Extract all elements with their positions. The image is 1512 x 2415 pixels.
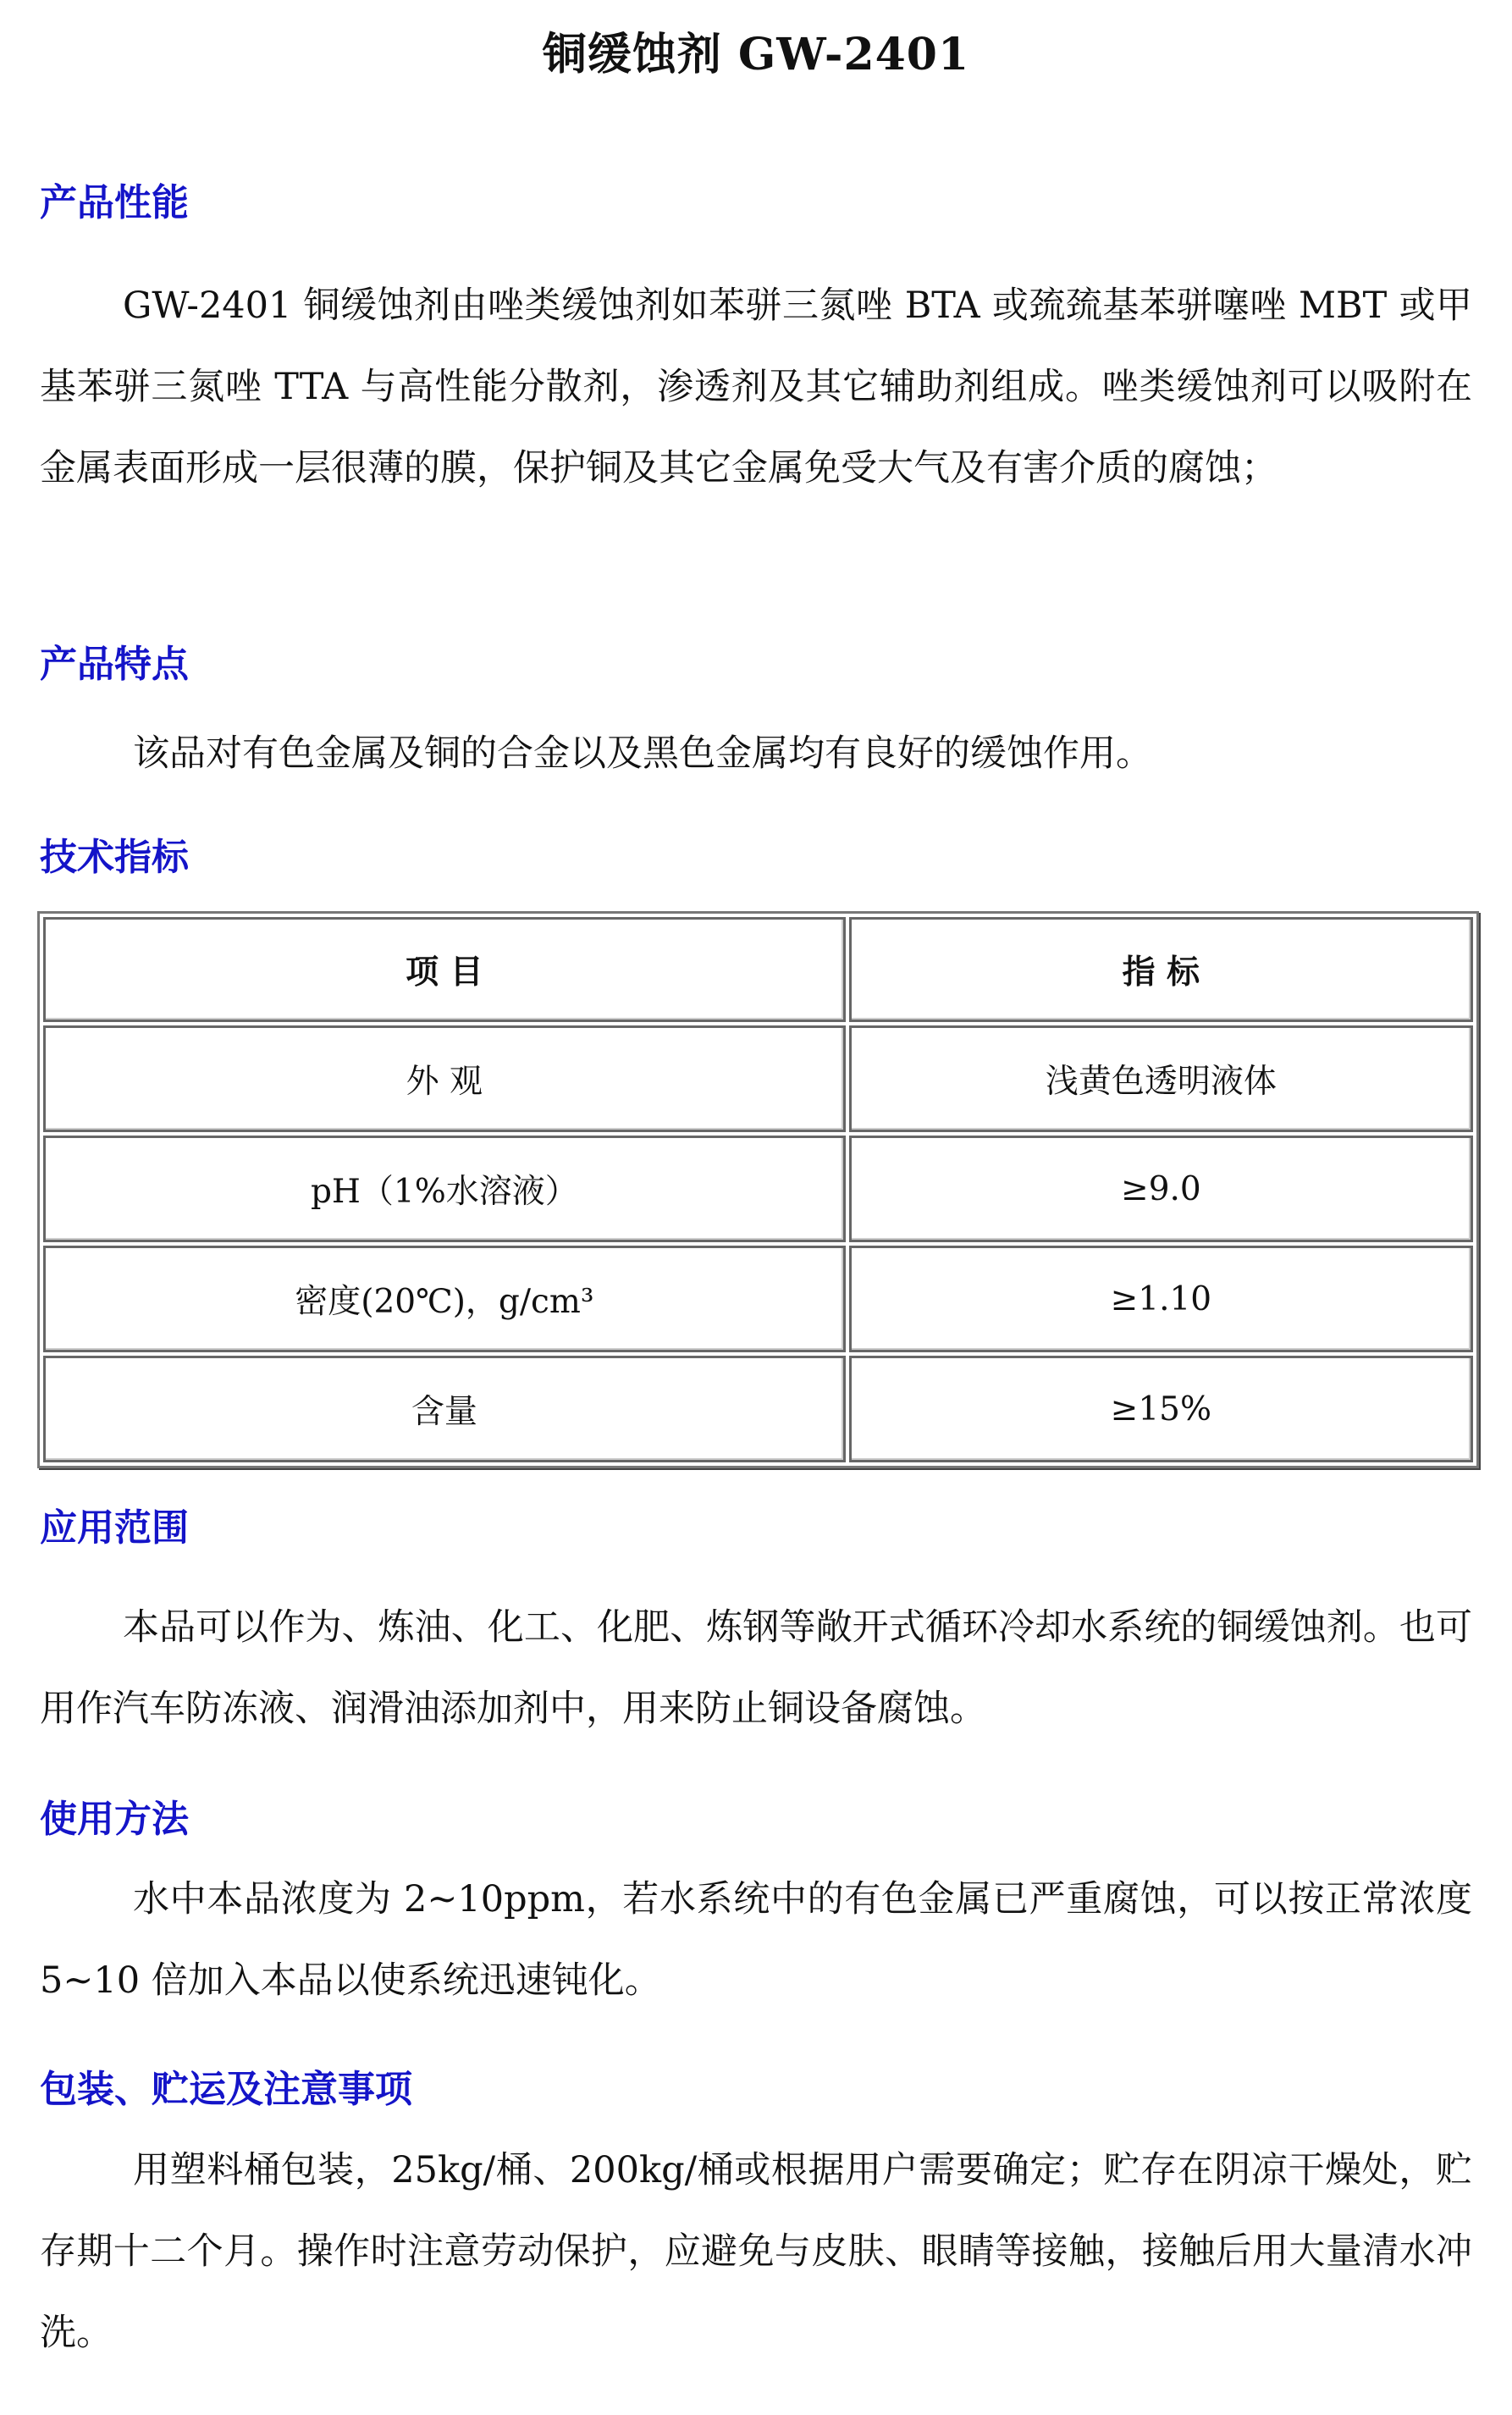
table-cell-item: 密度(20℃)，g/cm³ (43, 1246, 846, 1352)
features-paragraph: 该品对有色金属及铜的合金以及黑色金属均有良好的缓蚀作用。 (133, 732, 1152, 775)
table-row (43, 1246, 1473, 1352)
application-paragraph: 本品可以作为、炼油、化工、化肥、炼钢等敞开式循环冷却水系统的铜缓蚀剂。也可用作汽车防冻液、润滑油添加剂中，用来防止铜设备腐蚀。 (40, 1606, 1472, 1730)
page-title: 铜缓蚀剂 GW-2401 (542, 29, 970, 80)
table-row (43, 1136, 1473, 1242)
heading-specs: 技术指标 (40, 836, 189, 879)
table-row (43, 1356, 1473, 1462)
table-cell-item: pH（1%水溶液） (43, 1136, 846, 1242)
table-cell-item: 外 观 (43, 1025, 846, 1132)
table-cell-value: 浅黄色透明液体 (849, 1025, 1473, 1132)
heading-usage: 使用方法 (40, 1798, 189, 1841)
table-cell-item: 含量 (43, 1356, 846, 1462)
table-row (43, 1025, 1473, 1132)
heading-features: 产品特点 (40, 643, 189, 686)
packaging-paragraph: 用塑料桶包装，25kg/桶、200kg/桶或根据用户需要确定；贮存在阴凉干燥处，贮存期十二个月。操作时注意劳动保护，应避免与皮肤、眼睛等接触，接触后用大量清水冲洗。 (40, 2149, 1472, 2354)
heading-performance: 产品性能 (40, 181, 189, 224)
performance-paragraph: GW-2401 铜缓蚀剂由唑类缓蚀剂如苯骈三氮唑 BTA 或巯巯基苯骈噻唑 MBT 或甲基苯骈三氮唑 TTA 与高性能分散剂，渗透剂及其它辅助剂组成。唑类缓蚀剂可以吸附在金属表面形成一层很薄的膜，保护铜及其它金属免受大气及有害介质的腐蚀； (40, 285, 1472, 489)
table-cell-value: ≥9.0 (849, 1136, 1473, 1242)
spec-table (37, 911, 1479, 1468)
heading-application: 应用范围 (40, 1506, 189, 1550)
table-cell-value: ≥1.10 (849, 1246, 1473, 1352)
column-header-item: 项 目 (43, 917, 846, 1022)
table-header-row (43, 917, 1473, 1022)
table-cell-value: ≥15% (849, 1356, 1473, 1462)
column-header-value: 指 标 (849, 917, 1473, 1022)
usage-paragraph: 水中本品浓度为 2~10ppm，若水系统中的有色金属已严重腐蚀，可以按正常浓度 5~10 倍加入本品以使系统迅速钝化。 (40, 1878, 1472, 2002)
heading-packaging: 包装、贮运及注意事项 (40, 2068, 412, 2111)
